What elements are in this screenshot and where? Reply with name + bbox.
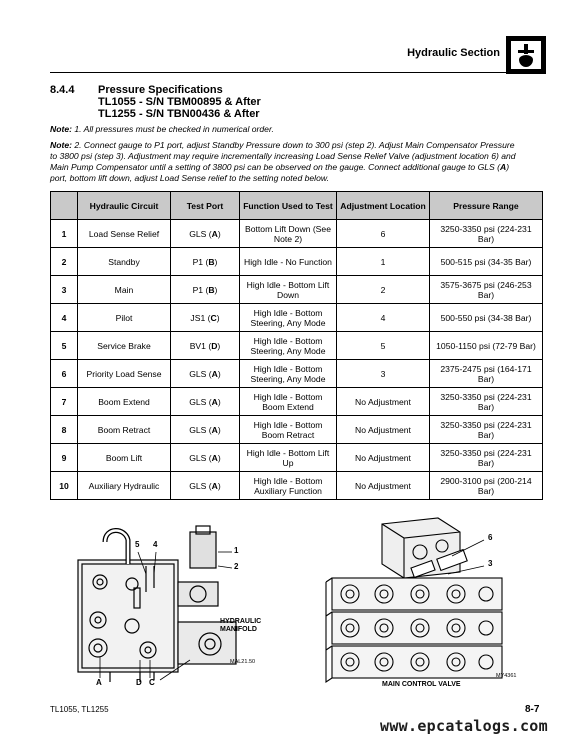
row-adjustment: 5 (337, 332, 430, 360)
note-2-text-b: ) port, bottom lift down, adjust Load Sense relief to the setting noted below. (50, 162, 510, 183)
row-adjustment: 2 (337, 276, 430, 304)
manifold-label (220, 618, 261, 634)
row-number: 10 (51, 472, 78, 500)
row-test-port: GLS (A) (171, 220, 240, 248)
model-line-1: TL1055 - S/N TBM00895 & After (98, 96, 261, 108)
footer-models: TL1055, TL1255 (50, 705, 109, 714)
port-letter: B (208, 256, 215, 267)
note-label: Note (50, 124, 70, 134)
col-pressure-header: Pressure Range (430, 192, 543, 220)
port-name: GLS (189, 368, 207, 379)
row-circuit: Standby (78, 248, 171, 276)
row-adjustment: No Adjustment (337, 388, 430, 416)
section-number: 8.4.4 (50, 84, 75, 96)
row-function: Bottom Lift Down (See Note 2) (240, 220, 337, 248)
row-test-port: JS1 (C) (171, 304, 240, 332)
callout-d: D (136, 678, 142, 687)
table-row (51, 220, 543, 248)
hydraulic-manifold-drawing (70, 522, 270, 692)
row-adjustment: 1 (337, 248, 430, 276)
section-title-text: Pressure Specifications (98, 84, 223, 96)
port-name: JS1 (190, 312, 206, 323)
manifold-label-line-2: MANIFOLD (220, 626, 257, 633)
row-circuit: Priority Load Sense (78, 360, 171, 388)
row-function: High Idle - Bottom Boom Extend (240, 388, 337, 416)
row-function: High Idle - Bottom Lift Up (240, 444, 337, 472)
row-test-port: GLS (A) (171, 444, 240, 472)
port-name: BV1 (189, 340, 206, 351)
table-row (51, 416, 543, 444)
port-name: GLS (189, 452, 207, 463)
row-function: High Idle - Bottom Boom Retract (240, 416, 337, 444)
manifold-figure-code: MAL21.50 (230, 659, 256, 665)
row-function: High Idle - Bottom Steering, Any Mode (240, 332, 337, 360)
port-letter: A (211, 452, 218, 463)
table-row (51, 472, 543, 500)
row-circuit: Boom Retract (78, 416, 171, 444)
row-test-port: BV1 (D) (171, 332, 240, 360)
hydraulic-section-icon (506, 36, 546, 74)
port-name: GLS (189, 396, 207, 407)
port-letter: A (211, 228, 218, 239)
hydraulic-manifold-figure (70, 522, 270, 692)
note-2-text-a: 2. Connect gauge to P1 port, adjust Standby Pressure down to 300 psi (step 2). Adjust Main Compensator Pressure to 3800 psi (step 3). Adjustment may require incrementally increasing Load Sense Relief Valve (adjustment location 6) and Main Pump Compensator until a setting of 3800 psi can be observed on the gauge. Connect additional gauge to GLS ( (50, 140, 516, 172)
row-pressure: 3250-3350 psi (224-231 Bar) (430, 416, 543, 444)
note-1: Note: 1. All pressures must be checked in numerical order. (50, 124, 274, 134)
table-row (51, 388, 543, 416)
col-function-header: Function Used to Test (240, 192, 337, 220)
section-heading (98, 84, 261, 120)
row-pressure: 2900-3100 psi (200-214 Bar) (430, 472, 543, 500)
note-2: Note: 2. Connect gauge to P1 port, adjust Standby Pressure down to 300 psi (step 2). Adjust Main Compensator Pressure to 3800 psi (step 3). Adjustment may require incrementally increasing Load Sense Relief Valve (adjustment location 6) and Main Pump Compensator until a setting of 3800 psi can be observed on the gauge. Connect additional gauge to GLS (A) port, bottom lift down, adjust Load Sense relief to the setting noted below. (50, 140, 516, 183)
main-control-valve-drawing (320, 516, 520, 692)
row-function: High Idle - Bottom Steering, Any Mode (240, 304, 337, 332)
row-adjustment: 4 (337, 304, 430, 332)
note-2-port-letter: A (500, 162, 507, 172)
row-number: 5 (51, 332, 78, 360)
port-letter: A (211, 480, 218, 491)
row-adjustment: No Adjustment (337, 416, 430, 444)
row-number: 8 (51, 416, 78, 444)
manifold-label-line-1: HYDRAULIC (220, 618, 262, 625)
port-name: GLS (189, 228, 207, 239)
model-line-2: TL1255 - S/N TBN00436 & After (98, 108, 260, 120)
row-pressure: 3250-3350 psi (224-231 Bar) (430, 388, 543, 416)
table-row (51, 248, 543, 276)
row-test-port: GLS (A) (171, 416, 240, 444)
row-circuit: Load Sense Relief (78, 220, 171, 248)
col-port-header: Test Port (171, 192, 240, 220)
callout-a: A (96, 678, 102, 687)
port-letter: D (211, 340, 218, 351)
control-valve-label: MAIN CONTROL VALVE (382, 681, 461, 688)
row-number: 2 (51, 248, 78, 276)
row-circuit: Boom Lift (78, 444, 171, 472)
col-adjustment-header: Adjustment Location (337, 192, 430, 220)
callout-1: 1 (234, 546, 239, 555)
col-number-header (51, 192, 78, 220)
port-letter: A (211, 424, 218, 435)
row-number: 6 (51, 360, 78, 388)
row-circuit: Auxiliary Hydraulic (78, 472, 171, 500)
page-number: 8-7 (525, 704, 540, 715)
row-number: 3 (51, 276, 78, 304)
control-valve-figure-code: MY4361 (496, 673, 517, 679)
port-name: GLS (189, 424, 207, 435)
port-letter: C (210, 312, 217, 323)
row-function: High Idle - Bottom Auxiliary Function (240, 472, 337, 500)
port-letter: A (211, 368, 218, 379)
row-test-port: P1 (B) (171, 248, 240, 276)
row-pressure: 500-515 psi (34-35 Bar) (430, 248, 543, 276)
row-function: High Idle - Bottom Lift Down (240, 276, 337, 304)
row-pressure: 3250-3350 psi (224-231 Bar) (430, 220, 543, 248)
table-row (51, 360, 543, 388)
note-1-text: 1. All pressures must be checked in numerical order. (74, 124, 274, 134)
row-pressure: 500-550 psi (34-38 Bar) (430, 304, 543, 332)
port-letter: A (211, 396, 218, 407)
row-number: 4 (51, 304, 78, 332)
table-row (51, 444, 543, 472)
row-adjustment: No Adjustment (337, 444, 430, 472)
row-adjustment: No Adjustment (337, 472, 430, 500)
port-name: GLS (189, 480, 207, 491)
row-pressure: 1050-1150 psi (72-79 Bar) (430, 332, 543, 360)
callout-2: 2 (234, 562, 239, 571)
callout-4: 4 (153, 540, 158, 549)
row-pressure: 3575-3675 psi (246-253 Bar) (430, 276, 543, 304)
row-function: High Idle - Bottom Steering, Any Mode (240, 360, 337, 388)
row-test-port: GLS (A) (171, 472, 240, 500)
callout-c: C (149, 678, 155, 687)
row-adjustment: 6 (337, 220, 430, 248)
row-circuit: Pilot (78, 304, 171, 332)
port-letter: B (208, 284, 215, 295)
col-circuit-header: Hydraulic Circuit (78, 192, 171, 220)
row-circuit: Service Brake (78, 332, 171, 360)
table-row (51, 332, 543, 360)
row-circuit: Boom Extend (78, 388, 171, 416)
row-number: 7 (51, 388, 78, 416)
row-adjustment: 3 (337, 360, 430, 388)
row-pressure: 2375-2475 psi (164-171 Bar) (430, 360, 543, 388)
row-circuit: Main (78, 276, 171, 304)
row-function: High Idle - No Function (240, 248, 337, 276)
row-number: 9 (51, 444, 78, 472)
table-row (51, 276, 543, 304)
table-header-row (51, 192, 543, 220)
row-test-port: GLS (A) (171, 388, 240, 416)
table-row (51, 304, 543, 332)
port-name: P1 (192, 284, 204, 295)
callout-6: 6 (488, 533, 493, 542)
section-title: Hydraulic Section (407, 47, 500, 59)
row-pressure: 3250-3350 psi (224-231 Bar) (430, 444, 543, 472)
row-test-port: P1 (B) (171, 276, 240, 304)
callout-3: 3 (488, 559, 493, 568)
row-test-port: GLS (A) (171, 360, 240, 388)
pressure-spec-table (50, 191, 543, 500)
port-name: P1 (192, 256, 204, 267)
callout-5: 5 (135, 540, 140, 549)
header-rule (50, 72, 518, 73)
row-number: 1 (51, 220, 78, 248)
note-label: Note (50, 140, 70, 150)
main-control-valve-figure (320, 516, 520, 692)
watermark-link[interactable]: www.epcatalogs.com (380, 717, 548, 735)
